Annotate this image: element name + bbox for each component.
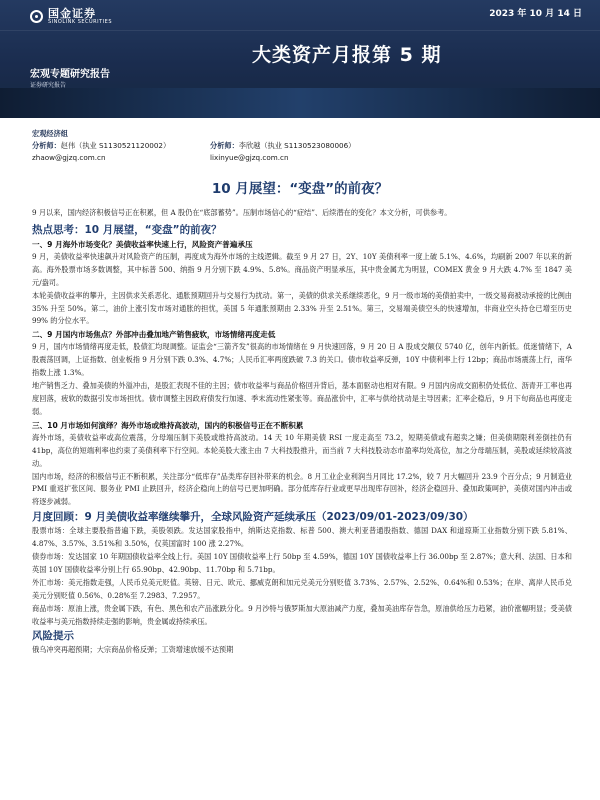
report-title: 大类资产月报第 5 期: [252, 44, 442, 66]
subsection-1-paragraph-2: 本轮美债收益率的攀升，主因供求关系恶化、通胀预期回升与交易行为扰动。第一，美债的供求关系继续恶化，9 月一级市场的美债拍卖中，一级交易商被动承接的比例由 35% 升至 50%。第二，油价上涨引发市场对通胀的担忧，美国 5 年通胀预期由 2.33% 升至 2.51%。第三，交易端美债空头的快速增加，非商业空头持仓已增至历史 99% 的分位水平。: [32, 290, 572, 326]
report-banner: [0, 0, 600, 118]
subsection-3-heading: 三、10 月市场如何演绎？海外市场或维持高波动，国内的积极信号正在不断积累: [32, 420, 304, 430]
analyst2-name: 李欣越（执业 S1130523080006）: [238, 141, 356, 150]
subsection-3-paragraph-1: 海外市场，美债收益率或高位震荡，分母端压制下美股或维持高波动。14 天 10 年期美债 RSI 一度走高至 73.2，短期美债或有超卖之嫌；但美债期限利差倒挂仍有 41bp，高位的短端利率也约束了美债利率下行空间。本轮美股大涨主由 7 大科技股推升，而当前 7 大科技股动态市盈率均处高位，加之分母端压制，美股或延续较高波动。: [32, 432, 572, 468]
report-subtype: 证券研究报告: [30, 82, 67, 89]
subsection-1-heading: 一、9 月海外市场变化？美债收益率快速上行，风险资产普遍承压: [32, 239, 253, 249]
bond-market-paragraph: 债券市场：发达国家 10 年期国债收益率全线上行。美国 10Y 国债收益率上行 50bp 至 4.59%，德国 10Y 国债收益率上行 36.00bp 至 2.87%；意大利、法国、日本和英国 10Y 国债收益率分别上行 65.90bp、42.90bp、11.70bp 和 5.71bp。: [32, 552, 572, 574]
analyst1-email[interactable]: zhaow@gjzq.com.cn: [32, 153, 106, 162]
analyst2-email[interactable]: lixinyue@gjzq.com.cn: [210, 153, 289, 162]
author-block: [32, 128, 572, 164]
article-headline: 10 月展望：“变盘”的前夜？: [211, 181, 389, 197]
subsection-2-paragraph-2: 地产销售乏力、叠加美债的外溢冲击，是股汇表现不佳的主因；债市收益率与商品价格回升背后，基本面驱动也相对有限。9 月国内房成交面积仍处低位、沥青开工率也再度回落，疲软的数据引发市场担忧。债市调整主因政府债发行加速、季末流动性紧张等。商品涨价中，汇率与供给扰动是主导因素；汇率企稳后，9 月下旬商品也再度走弱。: [32, 381, 572, 416]
logo-en-text: SINOLINK SECURITIES: [48, 19, 112, 25]
subsection-1-paragraph-1: 9 月，美债收益率快速飙升对风险资产的压制，再度成为海外市场的主线逻辑。截至 9 月 27 日，2Y、10Y 美债利率一度上破 5.1%、4.6%，均刷新 2007 年以来的新高。海外股票市场多数调整，其中标普 500、纳指 9 月分别下跌 4.9%、5.8%。商品资产明显承压，其中贵金属尤为明显，COMEX 黄金 9 月大跌 4.7% 至 1847 美元/盎司。: [32, 251, 572, 287]
section-risk-title: 风险提示: [32, 630, 74, 643]
report-date: 2023 年 10 月 14 日: [489, 9, 582, 19]
stock-market-paragraph: 股票市场：全球主要股指普遍下跌，美股领跌。发达国家股指中，纳斯达克指数、标普 500、澳大利亚普通股指数、德国 DAX 和道琼斯工业指数分别下跌 5.81%、4.87%、3.57%、3.51%和 3.50%，仅英国富时 100 涨 2.27%。: [32, 526, 572, 549]
analyst1-label: 分析师：: [32, 141, 61, 150]
fx-market-paragraph: 外汇市场：美元指数走强，人民币兑美元贬值。英镑、日元、欧元、挪威克朗和加元兑美元分别贬值 3.73%、2.57%、2.52%、0.64%和 0.53%；在岸、离岸人民币兑美元分别贬值 0.56%、0.28%至 7.2983、7.2957。: [32, 577, 572, 600]
subsection-3-paragraph-2: 国内市场，经济的积极信号正不断积累，关注部分“低库存”品类库存回补带来的机会。8 月工业企业利润当月同比 17.2%，较 7 月大幅回升 23.9 个百分点；9 月制造业 PMI 重返扩张区间、服务业 PMI 止跌回升，经济企稳向上的信号已更加明确。部分低库存行业或更早出现库存回补，经济企稳回升、叠加政策呵护，美债对国内冲击或将逐步减弱。: [32, 471, 572, 507]
risk-paragraph: 俄乌冲突再超预期；大宗商品价格反弹；工资增速放缓不达预期: [32, 645, 234, 655]
logo-cn-text: 国金证券: [48, 7, 96, 20]
company-logo: [30, 8, 112, 25]
analyst1-name: 赵伟（执业 S1130521120002）: [60, 141, 171, 150]
banner-stripe: [0, 88, 600, 118]
analyst2-label: 分析师：: [210, 141, 239, 150]
commodity-market-paragraph: 商品市场：原油上涨，贵金属下跌，有色、黑色和农产品涨跌分化。9 月沙特与俄罗斯加大原油减产力度，叠加美油库存告急，原油供给压力趋紧，油价涨幅明显；受美债收益率与美元指数持续走强的影响，贵金属或持续承压。: [32, 603, 572, 626]
report-type: 宏观专题研究报告: [30, 69, 110, 80]
subsection-2-paragraph-1: 9 月，国内市场情绪再度走低，股债汇均现调整。证监会“三箭齐发”很高的市场情绪在 9 月快速回落，9 月 20 日 A 股成交额仅 5740 亿，创年内新低。低迷情绪下，A 股震荡回调，上证指数、创业板指 9 月分别下跌 0.3%、4.7%；人民币汇率两度跌破 7.3 的关口。债市收益率反弹，10Y 中债利率上行 12bp；商品市场震荡上行，南华指数上涨 1.3%。: [32, 342, 572, 378]
team-name: 宏观经济组: [32, 129, 68, 138]
subsection-2-heading: 二、9 月国内市场焦点？外部冲击叠加地产销售疲软，市场情绪再度走低: [32, 330, 276, 340]
section-monthly-review-title: 月度回顾：9 月美债收益率继续攀升，全球风险资产延续承压（2023/09/01-2023/09/30）: [32, 511, 474, 524]
intro-paragraph: 9 月以来，国内经济积极信号正在积累，但 A 股仍在“底部蓄势”。压制市场信心的“症结”、后续潜在的变化？本文分析，可供参考。: [32, 208, 452, 217]
article-body: [32, 207, 572, 657]
section-hot-topic-title: 热点思考：10 月展望，“变盘”的前夜？: [32, 223, 222, 236]
logo-icon: [30, 10, 43, 23]
